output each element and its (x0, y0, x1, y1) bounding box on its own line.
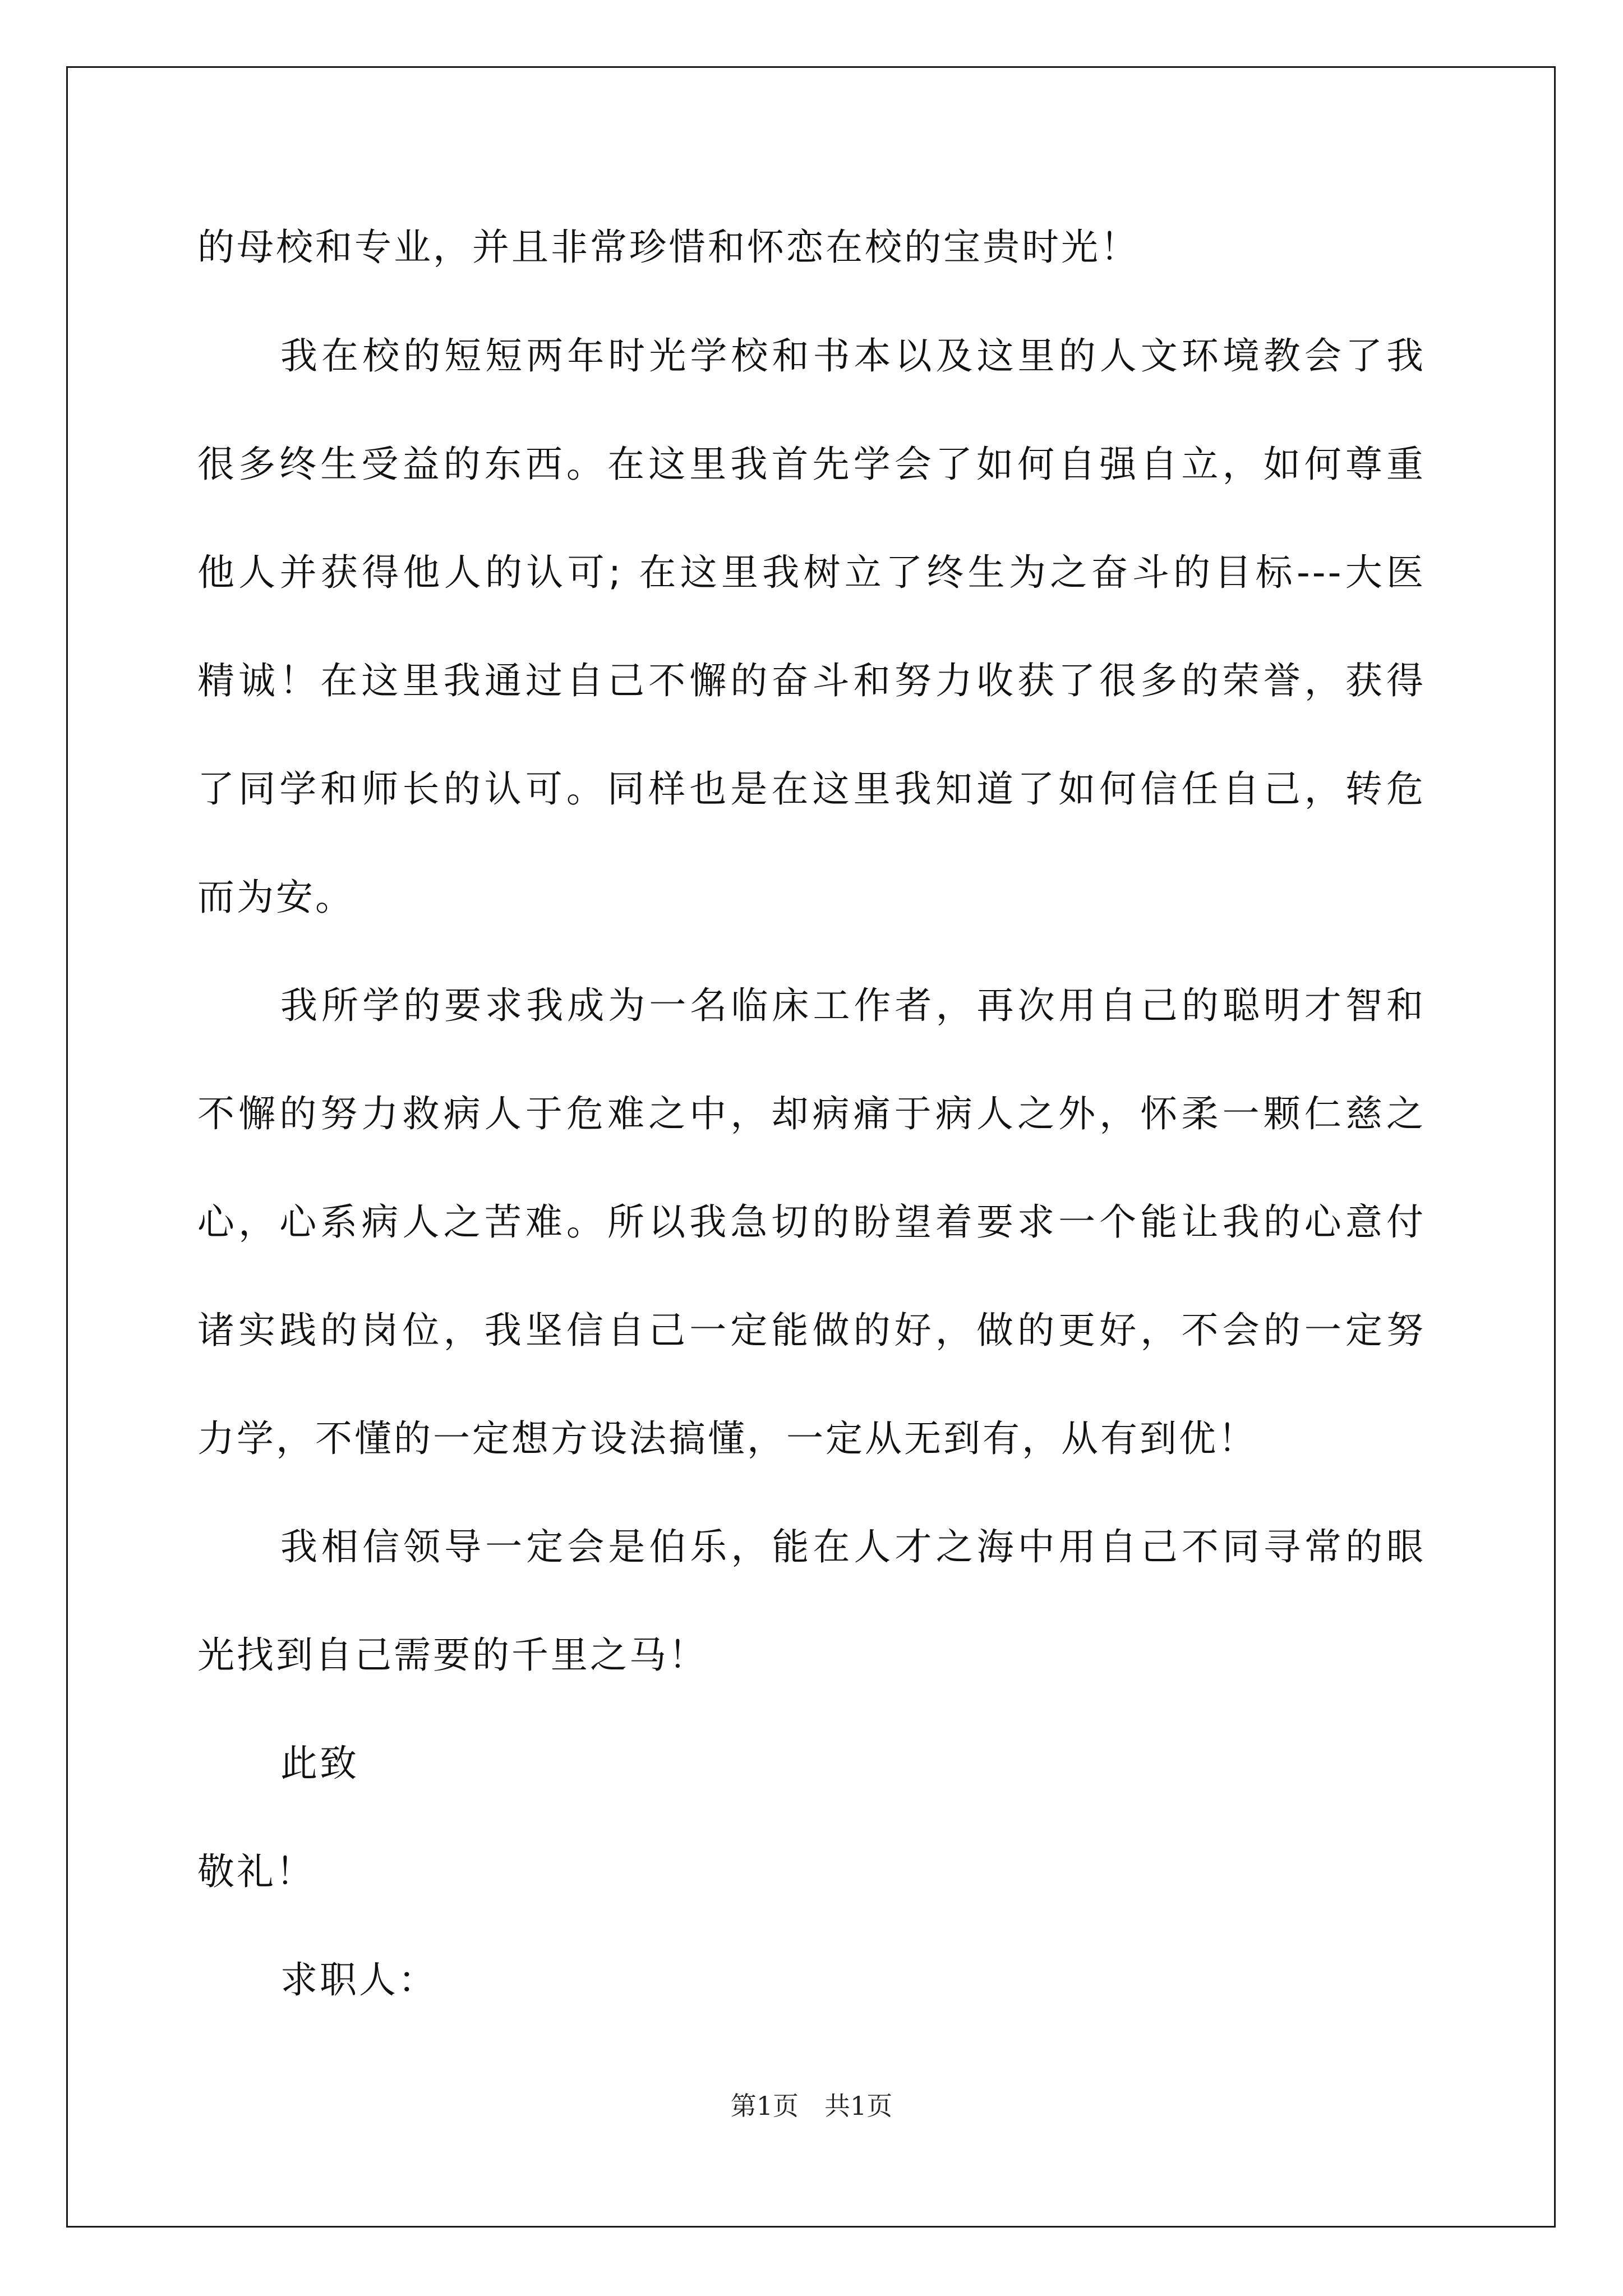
paragraph-3-line-1: 我所学的要求我成为一名临床工作者，再次用自己的聪明才智和 (280, 984, 1426, 1027)
paragraph-2-line-6: 而为安。 (197, 876, 354, 919)
paragraph-2-line-5: 了同学和师长的认可。同样也是在这里我知道了如何信任自己，转危 (197, 767, 1426, 811)
paragraph-2-line-2: 很多终生受益的东西。在这里我首先学会了如何自强自立，如何尊重 (197, 443, 1426, 486)
paragraph-4-line-2: 光找到自己需要的千里之马！ (197, 1634, 708, 1677)
paragraph-2-line-4: 精诚！在这里我通过自己不懈的奋斗和努力收获了很多的荣誉，获得 (197, 659, 1426, 702)
paragraph-2-line-1: 我在校的短短两年时光学校和书本以及这里的人文环境教会了我 (280, 334, 1426, 378)
paragraph-3-line-3: 心，心系病人之苦难。所以我急切的盼望着要求一个能让我的心意付 (197, 1200, 1426, 1244)
closing-jingli: 敬礼！ (197, 1850, 315, 1893)
paragraph-3-line-2: 不懈的努力救病人于危难之中，却病痛于病人之外，怀柔一颗仁慈之 (197, 1092, 1426, 1135)
applicant-label: 求职人： (280, 1958, 437, 2001)
paragraph-4-line-1: 我相信领导一定会是伯乐，能在人才之海中用自己不同寻常的眼 (280, 1525, 1426, 1568)
closing-cizhi: 此致 (280, 1742, 359, 1785)
page-border (66, 66, 1556, 2228)
text-line-1: 的母校和专业，并且非常珍惜和怀恋在校的宝贵时光！ (197, 226, 1140, 269)
paragraph-3-line-5: 力学，不懂的一定想方设法搞懂，一定从无到有，从有到优！ (197, 1417, 1257, 1460)
paragraph-2-line-3: 他人并获得他人的认可; 在这里我树立了终生为之奋斗的目标---大医 (197, 551, 1426, 594)
paragraph-3-line-4: 诸实践的岗位，我坚信自己一定能做的好，做的更好，不会的一定努 (197, 1309, 1426, 1352)
page-number: 第1页 共1页 (730, 2091, 893, 2121)
